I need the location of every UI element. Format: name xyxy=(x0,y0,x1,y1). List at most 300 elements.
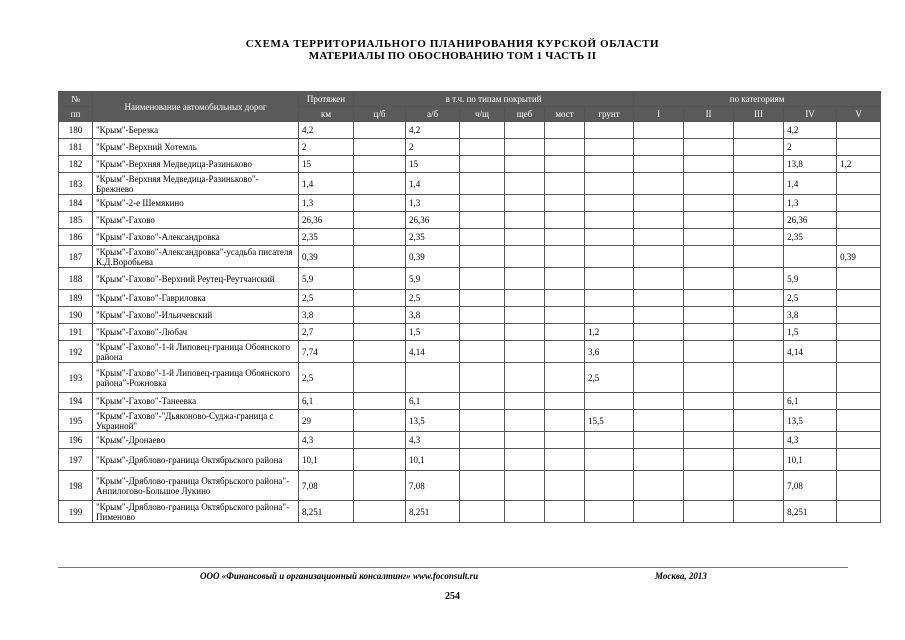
cell-c1 xyxy=(634,307,684,324)
cell-c2 xyxy=(684,246,734,268)
cell-km: 15 xyxy=(299,156,354,173)
cell-km: 7,08 xyxy=(299,471,354,501)
cell-most xyxy=(545,139,585,156)
cell-grunt xyxy=(585,307,634,324)
cell-ab: 2,35 xyxy=(406,229,460,246)
cell-ab: 8,251 xyxy=(406,501,460,523)
table-row xyxy=(59,363,881,393)
cell-most xyxy=(545,363,585,393)
col-surface-chsh: ч/щ xyxy=(460,107,505,122)
cell-chsh xyxy=(460,307,505,324)
cell-c3 xyxy=(734,501,784,523)
cell-c3 xyxy=(734,393,784,410)
cell-c2 xyxy=(684,324,734,341)
cell-ab: 13,5 xyxy=(406,410,460,432)
cell-c5 xyxy=(837,139,881,156)
col-num-bottom: пп xyxy=(59,107,93,122)
cell-n: 183 xyxy=(59,173,93,195)
cell-n: 190 xyxy=(59,307,93,324)
cell-chsh xyxy=(460,471,505,501)
cell-chsh xyxy=(460,268,505,290)
col-num-top: № xyxy=(59,92,93,107)
cell-shcheb xyxy=(505,173,545,195)
cell-c3 xyxy=(734,290,784,307)
cell-shcheb xyxy=(505,393,545,410)
cell-chsh xyxy=(460,212,505,229)
cell-grunt xyxy=(585,173,634,195)
cell-c2 xyxy=(684,173,734,195)
cell-c1 xyxy=(634,341,684,363)
table-row xyxy=(59,341,881,363)
cell-cb xyxy=(354,156,406,173)
cell-n: 195 xyxy=(59,410,93,432)
cell-ab: 2 xyxy=(406,139,460,156)
cell-km: 5,9 xyxy=(299,268,354,290)
cell-cb xyxy=(354,139,406,156)
cell-n: 186 xyxy=(59,229,93,246)
cell-c1 xyxy=(634,212,684,229)
cell-shcheb xyxy=(505,139,545,156)
page-number: 254 xyxy=(445,591,460,602)
cell-c1 xyxy=(634,501,684,523)
col-surface-most: мост xyxy=(545,107,585,122)
cell-n: 184 xyxy=(59,195,93,212)
cell-shcheb xyxy=(505,363,545,393)
cell-c5 xyxy=(837,393,881,410)
cell-c1 xyxy=(634,268,684,290)
col-name-header: Наименование автомобильных дорог xyxy=(93,92,299,122)
cell-c2 xyxy=(684,290,734,307)
cell-c3 xyxy=(734,324,784,341)
cell-c5 xyxy=(837,290,881,307)
cell-c2 xyxy=(684,156,734,173)
cell-name: "Крым"-Дряблово-граница Октябрьского района xyxy=(93,449,299,471)
cell-chsh xyxy=(460,324,505,341)
cell-km: 26,36 xyxy=(299,212,354,229)
cell-n: 181 xyxy=(59,139,93,156)
cell-grunt xyxy=(585,229,634,246)
cell-km: 2,35 xyxy=(299,229,354,246)
cell-shcheb xyxy=(505,229,545,246)
cell-n: 193 xyxy=(59,363,93,393)
cell-name: "Крым"-Гахово"-"Дьяконово-Суджа-граница с Украиной" xyxy=(93,410,299,432)
cell-c1 xyxy=(634,195,684,212)
cell-c2 xyxy=(684,139,734,156)
cell-c3 xyxy=(734,471,784,501)
cell-grunt xyxy=(585,268,634,290)
cell-name: "Крым"-Гахово"-Любач xyxy=(93,324,299,341)
cell-most xyxy=(545,501,585,523)
table-body xyxy=(59,122,881,523)
cell-c3 xyxy=(734,268,784,290)
cell-km: 6,1 xyxy=(299,393,354,410)
cell-grunt xyxy=(585,449,634,471)
cell-c3 xyxy=(734,173,784,195)
cell-c1 xyxy=(634,324,684,341)
cell-c3 xyxy=(734,139,784,156)
cell-cb xyxy=(354,449,406,471)
cell-n: 196 xyxy=(59,432,93,449)
cell-grunt xyxy=(585,246,634,268)
cell-shcheb xyxy=(505,156,545,173)
cell-c2 xyxy=(684,307,734,324)
col-surface-grunt: грунт xyxy=(585,107,634,122)
cell-c2 xyxy=(684,341,734,363)
footer-company: ООО «Финансовый и организационный консалтинг» www.foconsult.ru xyxy=(200,571,479,581)
cell-most xyxy=(545,307,585,324)
cell-c5 xyxy=(837,229,881,246)
cell-c2 xyxy=(684,410,734,432)
cell-c5 xyxy=(837,195,881,212)
cell-km: 2,7 xyxy=(299,324,354,341)
col-category-3: III xyxy=(734,107,784,122)
table-row xyxy=(59,173,881,195)
table-row xyxy=(59,156,881,173)
cell-c3 xyxy=(734,307,784,324)
cell-c5 xyxy=(837,122,881,139)
cell-chsh xyxy=(460,246,505,268)
cell-grunt xyxy=(585,393,634,410)
cell-shcheb xyxy=(505,122,545,139)
cell-c1 xyxy=(634,229,684,246)
cell-cb xyxy=(354,268,406,290)
cell-c4: 10,1 xyxy=(784,449,837,471)
cell-km: 0,39 xyxy=(299,246,354,268)
cell-shcheb xyxy=(505,432,545,449)
cell-most xyxy=(545,471,585,501)
cell-ab: 4,2 xyxy=(406,122,460,139)
cell-cb xyxy=(354,363,406,393)
cell-c4: 13,8 xyxy=(784,156,837,173)
cell-chsh xyxy=(460,432,505,449)
cell-ab: 10,1 xyxy=(406,449,460,471)
table-row xyxy=(59,410,881,432)
cell-c3 xyxy=(734,229,784,246)
cell-c4: 26,36 xyxy=(784,212,837,229)
cell-chsh xyxy=(460,449,505,471)
cell-grunt: 3,6 xyxy=(585,341,634,363)
cell-c5 xyxy=(837,212,881,229)
cell-km: 2 xyxy=(299,139,354,156)
cell-c1 xyxy=(634,246,684,268)
cell-shcheb xyxy=(505,290,545,307)
cell-km: 10,1 xyxy=(299,449,354,471)
table-row xyxy=(59,290,881,307)
cell-ab: 15 xyxy=(406,156,460,173)
cell-cb xyxy=(354,122,406,139)
cell-most xyxy=(545,290,585,307)
cell-c1 xyxy=(634,122,684,139)
cell-most xyxy=(545,246,585,268)
cell-c3 xyxy=(734,195,784,212)
cell-grunt xyxy=(585,501,634,523)
cell-most xyxy=(545,432,585,449)
cell-grunt: 1,2 xyxy=(585,324,634,341)
cell-ab xyxy=(406,363,460,393)
table-row xyxy=(59,246,881,268)
cell-n: 187 xyxy=(59,246,93,268)
cell-ab: 26,36 xyxy=(406,212,460,229)
cell-cb xyxy=(354,471,406,501)
col-length-bottom: км xyxy=(299,107,354,122)
table-row xyxy=(59,324,881,341)
cell-n: 189 xyxy=(59,290,93,307)
cell-grunt xyxy=(585,122,634,139)
cell-c1 xyxy=(634,290,684,307)
cell-c4: 1,4 xyxy=(784,173,837,195)
cell-name: "Крым"-Гахово"-Гавриловка xyxy=(93,290,299,307)
cell-km: 1,3 xyxy=(299,195,354,212)
cell-grunt xyxy=(585,290,634,307)
roads-table xyxy=(58,91,881,523)
cell-most xyxy=(545,449,585,471)
table-row xyxy=(59,449,881,471)
cell-c5 xyxy=(837,173,881,195)
cell-chsh xyxy=(460,341,505,363)
cell-cb xyxy=(354,246,406,268)
col-category-group: по категориям xyxy=(634,92,881,107)
cell-shcheb xyxy=(505,410,545,432)
table-row xyxy=(59,229,881,246)
cell-chsh xyxy=(460,501,505,523)
cell-shcheb xyxy=(505,341,545,363)
cell-chsh xyxy=(460,173,505,195)
col-category-4: IV xyxy=(784,107,837,122)
cell-name: "Крым"-Гахово"-Танеевка xyxy=(93,393,299,410)
cell-c4: 6,1 xyxy=(784,393,837,410)
cell-c5: 1,2 xyxy=(837,156,881,173)
cell-c5 xyxy=(837,324,881,341)
cell-ab: 6,1 xyxy=(406,393,460,410)
cell-ab: 5,9 xyxy=(406,268,460,290)
cell-c3 xyxy=(734,341,784,363)
cell-name: "Крым"-Верхняя Медведица-Разиньково xyxy=(93,156,299,173)
cell-grunt xyxy=(585,156,634,173)
cell-c1 xyxy=(634,139,684,156)
cell-c5 xyxy=(837,432,881,449)
cell-c5 xyxy=(837,268,881,290)
cell-chsh xyxy=(460,410,505,432)
cell-name: "Крым"-Гахово"-Ильичевский xyxy=(93,307,299,324)
cell-ab: 7,08 xyxy=(406,471,460,501)
cell-grunt: 2,5 xyxy=(585,363,634,393)
cell-n: 191 xyxy=(59,324,93,341)
cell-c4: 2 xyxy=(784,139,837,156)
cell-c3 xyxy=(734,363,784,393)
col-surface-group: в т.ч. по типам покрытий xyxy=(354,92,634,107)
cell-most xyxy=(545,410,585,432)
cell-c2 xyxy=(684,432,734,449)
cell-grunt xyxy=(585,139,634,156)
cell-ab: 4,14 xyxy=(406,341,460,363)
cell-c4: 2,35 xyxy=(784,229,837,246)
cell-shcheb xyxy=(505,195,545,212)
cell-n: 182 xyxy=(59,156,93,173)
cell-chsh xyxy=(460,393,505,410)
cell-shcheb xyxy=(505,501,545,523)
cell-name: "Крым"-Гахово"-Александровка xyxy=(93,229,299,246)
cell-chsh xyxy=(460,122,505,139)
cell-ab: 1,4 xyxy=(406,173,460,195)
cell-most xyxy=(545,393,585,410)
cell-n: 194 xyxy=(59,393,93,410)
title-line-1: СХЕМА ТЕРРИТОРИАЛЬНОГО ПЛАНИРОВАНИЯ КУРСКОЙ ОБЛАСТИ xyxy=(245,38,660,50)
cell-n: 197 xyxy=(59,449,93,471)
col-length-top: Протяжен xyxy=(299,92,354,107)
cell-grunt xyxy=(585,471,634,501)
cell-c3 xyxy=(734,449,784,471)
cell-name: "Крым"-Березка xyxy=(93,122,299,139)
cell-c3 xyxy=(734,122,784,139)
cell-shcheb xyxy=(505,246,545,268)
table-row xyxy=(59,139,881,156)
cell-name: "Крым"-Гахово"-Верхний Реутец-Реутчанский xyxy=(93,268,299,290)
cell-n: 199 xyxy=(59,501,93,523)
cell-cb xyxy=(354,290,406,307)
col-surface-cb: ц/б xyxy=(354,107,406,122)
cell-cb xyxy=(354,410,406,432)
cell-chsh xyxy=(460,363,505,393)
col-surface-ab: а/б xyxy=(406,107,460,122)
footer-city-year: Москва, 2013 xyxy=(655,571,707,581)
cell-c1 xyxy=(634,173,684,195)
cell-c4: 4,14 xyxy=(784,341,837,363)
cell-grunt xyxy=(585,432,634,449)
cell-name: "Крым"-Гахово"-1-й Липовец-граница Обоянского района"-Рожновка xyxy=(93,363,299,393)
cell-c3 xyxy=(734,432,784,449)
cell-grunt: 15,5 xyxy=(585,410,634,432)
cell-most xyxy=(545,212,585,229)
cell-chsh xyxy=(460,139,505,156)
cell-cb xyxy=(354,229,406,246)
cell-c4 xyxy=(784,363,837,393)
cell-name: "Крым"-Гахово"-1-й Липовец-граница Обоянского района xyxy=(93,341,299,363)
document-title xyxy=(0,38,905,62)
table-row xyxy=(59,501,881,523)
cell-shcheb xyxy=(505,324,545,341)
cell-most xyxy=(545,324,585,341)
cell-c2 xyxy=(684,363,734,393)
cell-c1 xyxy=(634,363,684,393)
table-row xyxy=(59,307,881,324)
cell-c2 xyxy=(684,212,734,229)
cell-c5 xyxy=(837,449,881,471)
cell-most xyxy=(545,173,585,195)
cell-c5 xyxy=(837,307,881,324)
cell-c5 xyxy=(837,363,881,393)
cell-c2 xyxy=(684,122,734,139)
cell-name: "Крым"-Дряблово-граница Октябрьского района"-Анпилогово-Большое Лукино xyxy=(93,471,299,501)
cell-shcheb xyxy=(505,212,545,229)
cell-c4: 4,3 xyxy=(784,432,837,449)
table-row xyxy=(59,471,881,501)
cell-c2 xyxy=(684,471,734,501)
cell-grunt xyxy=(585,195,634,212)
cell-km: 8,251 xyxy=(299,501,354,523)
table-header xyxy=(59,92,881,122)
cell-ab: 2,5 xyxy=(406,290,460,307)
cell-most xyxy=(545,341,585,363)
cell-c1 xyxy=(634,432,684,449)
cell-c2 xyxy=(684,501,734,523)
cell-km: 29 xyxy=(299,410,354,432)
table-row xyxy=(59,432,881,449)
col-surface-shcheb: щеб xyxy=(505,107,545,122)
cell-ab: 4,3 xyxy=(406,432,460,449)
cell-c4 xyxy=(784,246,837,268)
cell-most xyxy=(545,268,585,290)
cell-c4: 2,5 xyxy=(784,290,837,307)
cell-name: "Крым"-Гахово"-Александровка"-усадьба писателя К.Д.Воробьева xyxy=(93,246,299,268)
cell-grunt xyxy=(585,212,634,229)
cell-most xyxy=(545,156,585,173)
cell-c2 xyxy=(684,268,734,290)
cell-name: "Крым"-Гахово xyxy=(93,212,299,229)
cell-ab: 1,3 xyxy=(406,195,460,212)
cell-c3 xyxy=(734,156,784,173)
cell-most xyxy=(545,195,585,212)
cell-c5 xyxy=(837,341,881,363)
cell-c3 xyxy=(734,410,784,432)
cell-shcheb xyxy=(505,449,545,471)
cell-cb xyxy=(354,341,406,363)
cell-cb xyxy=(354,501,406,523)
cell-name: "Крым"-2-е Шемякино xyxy=(93,195,299,212)
footer-divider xyxy=(58,567,848,568)
cell-cb xyxy=(354,432,406,449)
cell-c2 xyxy=(684,229,734,246)
cell-chsh xyxy=(460,156,505,173)
cell-cb xyxy=(354,212,406,229)
table-row xyxy=(59,212,881,229)
cell-cb xyxy=(354,173,406,195)
cell-ab: 3,8 xyxy=(406,307,460,324)
title-line-2: МАТЕРИАЛЫ ПО ОБОСНОВАНИЮ ТОМ 1 ЧАСТЬ II xyxy=(308,50,597,62)
cell-ab: 0,39 xyxy=(406,246,460,268)
cell-n: 180 xyxy=(59,122,93,139)
cell-km: 4,2 xyxy=(299,122,354,139)
table-row xyxy=(59,195,881,212)
cell-km: 4,3 xyxy=(299,432,354,449)
cell-n: 192 xyxy=(59,341,93,363)
cell-n: 188 xyxy=(59,268,93,290)
cell-c5 xyxy=(837,501,881,523)
cell-c5 xyxy=(837,410,881,432)
cell-chsh xyxy=(460,229,505,246)
cell-km: 7,74 xyxy=(299,341,354,363)
cell-c4: 1,3 xyxy=(784,195,837,212)
cell-km: 2,5 xyxy=(299,363,354,393)
cell-c4: 5,9 xyxy=(784,268,837,290)
cell-c1 xyxy=(634,471,684,501)
cell-c3 xyxy=(734,246,784,268)
col-category-2: II xyxy=(684,107,734,122)
cell-c1 xyxy=(634,410,684,432)
cell-chsh xyxy=(460,195,505,212)
cell-c5 xyxy=(837,471,881,501)
cell-name: "Крым"-Дронаево xyxy=(93,432,299,449)
cell-name: "Крым"-Верхний Хотемль xyxy=(93,139,299,156)
cell-c4: 7,08 xyxy=(784,471,837,501)
cell-name: "Крым"-Верхняя Медведица-Разиньково"-Брежнево xyxy=(93,173,299,195)
cell-cb xyxy=(354,393,406,410)
cell-c1 xyxy=(634,393,684,410)
cell-c2 xyxy=(684,195,734,212)
cell-c2 xyxy=(684,393,734,410)
col-category-1: I xyxy=(634,107,684,122)
cell-c1 xyxy=(634,449,684,471)
cell-most xyxy=(545,229,585,246)
